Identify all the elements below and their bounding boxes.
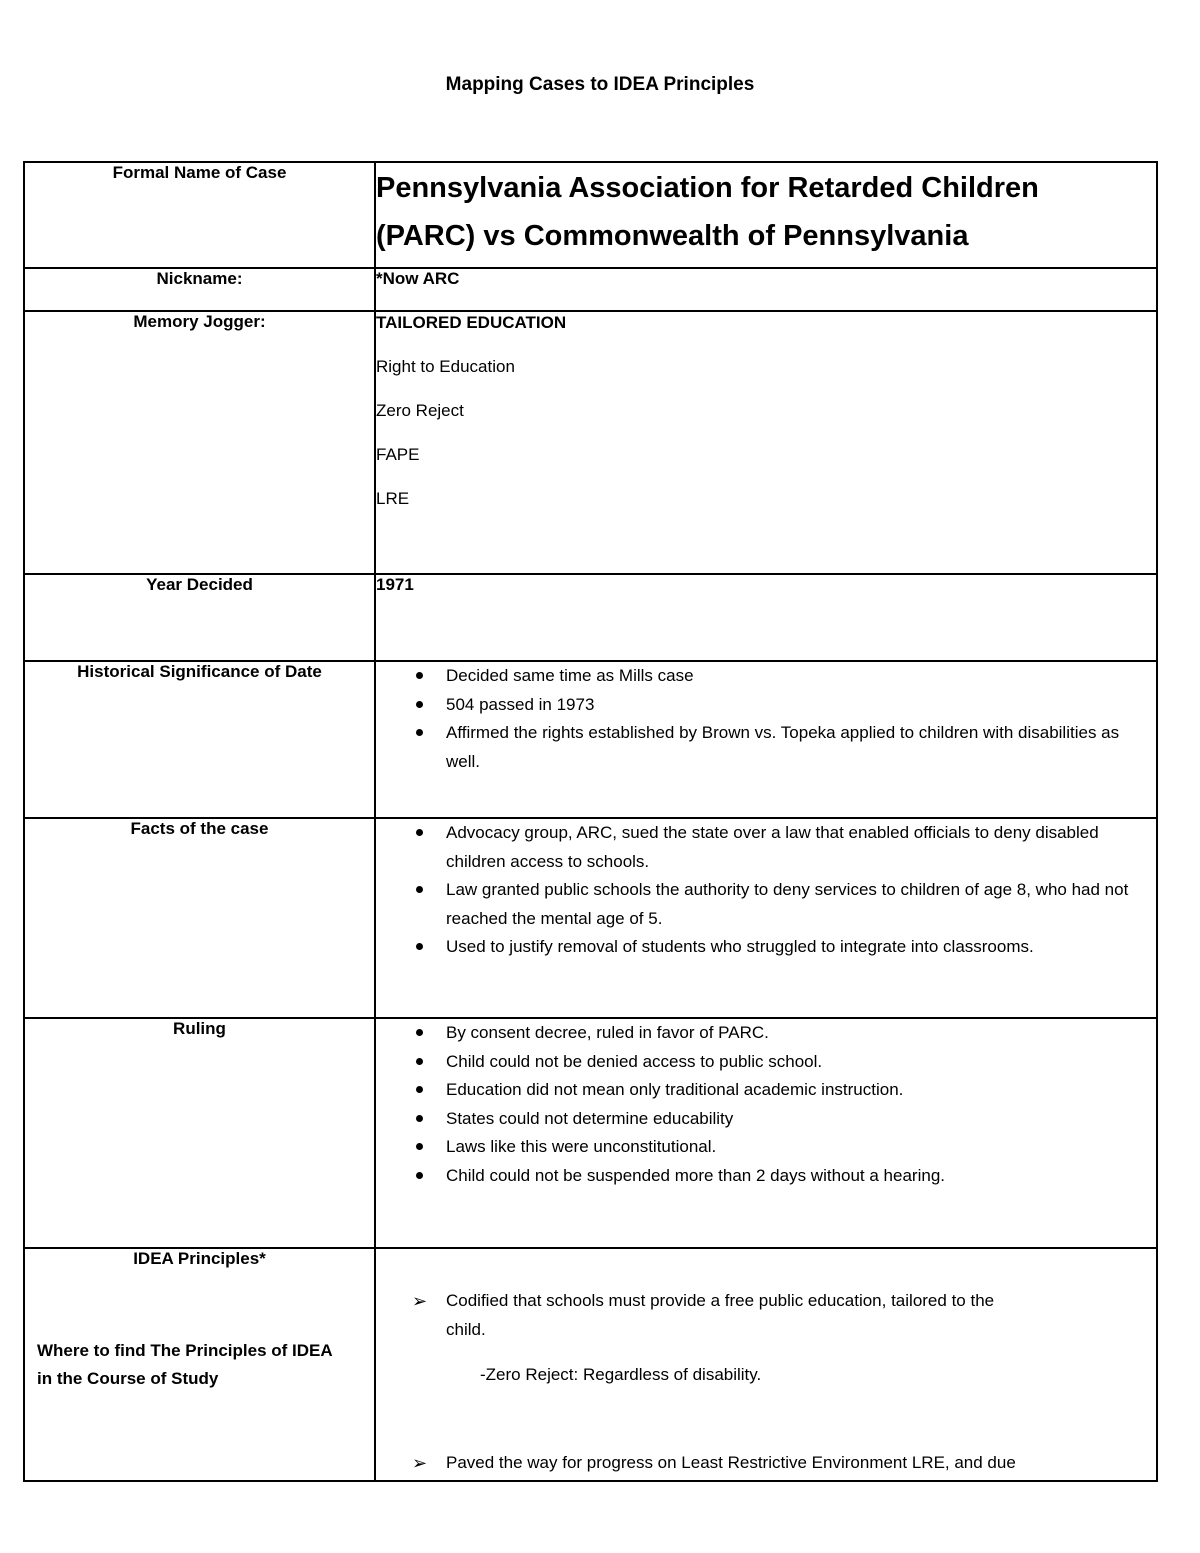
- historical-bullet: Decided same time as Mills case: [446, 662, 1156, 691]
- idea-arrow-item: [376, 1287, 1156, 1344]
- facts-bullet: Law granted public schools the authority to deny services to children of age 8, who had not reached the mental age of 5.: [446, 876, 1156, 933]
- value-idea-principles: [375, 1248, 1157, 1481]
- where-to-find-label: [25, 1337, 374, 1393]
- ruling-bullet: Laws like this were unconstitutional.: [446, 1133, 1156, 1162]
- row-nickname: [24, 268, 1157, 311]
- row-idea-principles: [24, 1248, 1157, 1481]
- case-name-line-1: Pennsylvania Association for Retarded Children: [376, 172, 1039, 204]
- row-formal-name: [24, 162, 1157, 268]
- memory-jogger-item: FAPE: [376, 445, 420, 464]
- value-memory-jogger: [375, 311, 1157, 574]
- memory-jogger-item: Right to Education: [376, 357, 515, 376]
- label-historical-significance: Historical Significance of Date: [24, 661, 375, 818]
- ruling-bullet: States could not determine educability: [446, 1105, 1156, 1134]
- ruling-bullet: By consent decree, ruled in favor of PARC.: [446, 1019, 1156, 1048]
- label-idea-principles: [24, 1248, 375, 1481]
- value-formal-name: [375, 162, 1157, 268]
- facts-list: [376, 819, 1156, 962]
- where-to-find-line-2: in the Course of Study: [37, 1369, 219, 1388]
- value-facts: [375, 818, 1157, 1018]
- row-facts: [24, 818, 1157, 1018]
- document-title: Mapping Cases to IDEA Principles: [445, 74, 755, 95]
- label-nickname: Nickname:: [24, 268, 375, 311]
- row-year-decided: [24, 574, 1157, 661]
- arrow-bullet-icon: ➢: [412, 1453, 428, 1473]
- ruling-bullet: Education did not mean only traditional academic instruction.: [446, 1076, 1156, 1105]
- row-historical-significance: [24, 661, 1157, 818]
- where-to-find-line-1: Where to find The Principles of IDEA: [37, 1341, 333, 1360]
- label-ruling: Ruling: [24, 1018, 375, 1248]
- memory-jogger-item: Zero Reject: [376, 401, 464, 420]
- ruling-list: [376, 1019, 1156, 1190]
- ruling-bullet: Child could not be denied access to public school.: [446, 1048, 1156, 1077]
- historical-list: [376, 662, 1156, 776]
- idea-sub-item: -Zero Reject: Regardless of disability.: [480, 1365, 762, 1384]
- value-year-decided: 1971: [375, 574, 1157, 661]
- value-historical-significance: [375, 661, 1157, 818]
- facts-bullet: Advocacy group, ARC, sued the state over a law that enabled officials to deny disabled children access to schools.: [446, 819, 1156, 876]
- row-ruling: [24, 1018, 1157, 1248]
- memory-jogger-heading: TAILORED EDUCATION: [376, 313, 567, 332]
- idea-arrow-1-line-2: child.: [446, 1319, 486, 1339]
- case-table: [23, 161, 1158, 1482]
- row-memory-jogger: [24, 311, 1157, 574]
- label-formal-name: Formal Name of Case: [24, 162, 375, 268]
- label-facts: Facts of the case: [24, 818, 375, 1018]
- idea-arrow-item: [376, 1449, 1156, 1478]
- memory-jogger-item: LRE: [376, 489, 410, 508]
- arrow-bullet-icon: ➢: [412, 1291, 428, 1311]
- idea-arrow-1-line-1: Codified that schools must provide a free public education, tailored to the: [446, 1291, 995, 1310]
- idea-principles-label: IDEA Principles*: [133, 1249, 266, 1268]
- label-year-decided: Year Decided: [24, 574, 375, 661]
- historical-bullet: 504 passed in 1973: [446, 691, 1156, 720]
- case-name-line-2: (PARC) vs Commonwealth of Pennsylvania: [376, 220, 969, 252]
- ruling-bullet: Child could not be suspended more than 2 days without a hearing.: [446, 1162, 1156, 1191]
- value-nickname: *Now ARC: [375, 268, 1157, 311]
- facts-bullet: Used to justify removal of students who struggled to integrate into classrooms.: [446, 933, 1156, 962]
- label-memory-jogger: Memory Jogger:: [24, 311, 375, 574]
- idea-arrow-2-line-1: Paved the way for progress on Least Restrictive Environment LRE, and due: [446, 1453, 1016, 1472]
- historical-bullet: Affirmed the rights established by Brown vs. Topeka applied to children with disabilities as well.: [446, 719, 1156, 776]
- value-ruling: [375, 1018, 1157, 1248]
